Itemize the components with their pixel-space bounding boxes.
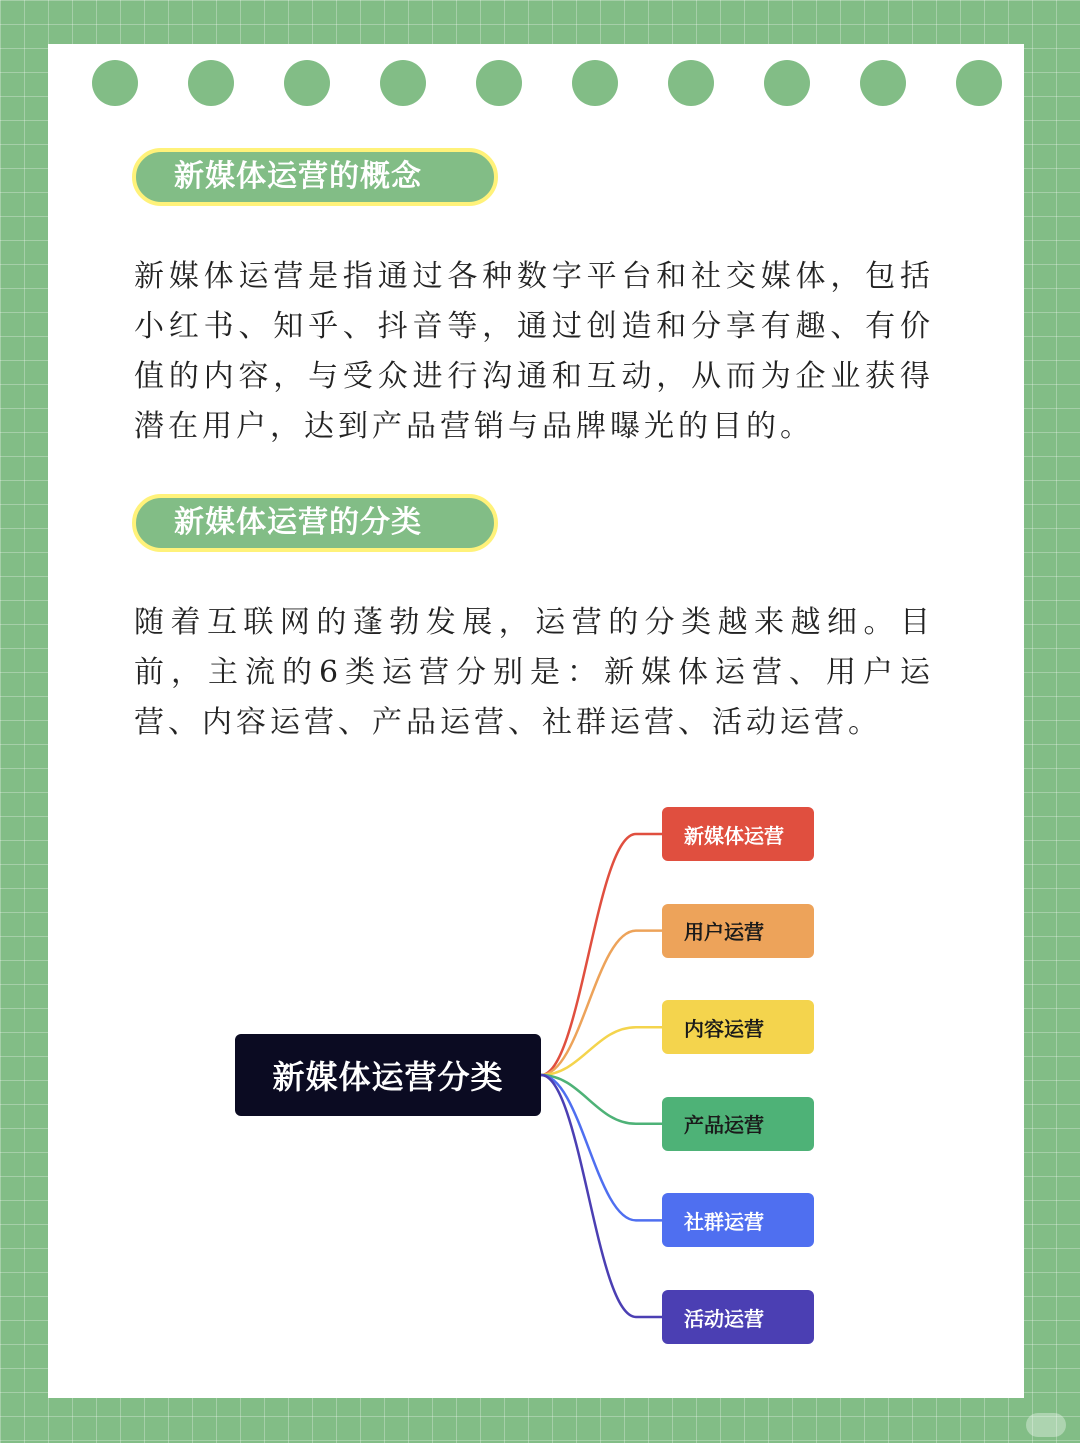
branch-connector — [541, 1027, 662, 1075]
notebook-page — [48, 44, 1024, 1398]
section-body-concept: 新媒体运营是指通过各种数字平台和社交媒体，包括小红书、知乎、抖音等，通过创造和分享有趣、有价值的内容，与受众进行沟通和互动，从而为企业获得潜在用户，达到产品营销与品牌曝光的目的。 — [134, 259, 934, 444]
branch-connector — [541, 1075, 662, 1124]
section-title-classification: 新媒体运营的分类 — [132, 494, 498, 552]
branch-connector — [541, 1075, 662, 1220]
mindmap-node: 活动运营 — [662, 1290, 814, 1344]
branch-connector — [541, 834, 662, 1075]
mindmap-node: 新媒体运营 — [662, 807, 814, 861]
watermark — [1026, 1413, 1066, 1437]
mindmap-node: 用户运营 — [662, 904, 814, 958]
section-body-classification: 随着互联网的蓬勃发展，运营的分类越来越细。目前，主流的6类运营分别是：新媒体运营、用户运营、内容运营、产品运营、社群运营、活动运营。 — [134, 605, 934, 740]
mindmap-connectors — [48, 44, 1024, 1398]
mindmap-node: 产品运营 — [662, 1097, 814, 1151]
mindmap-node: 内容运营 — [662, 1000, 814, 1054]
mindmap-node: 社群运营 — [662, 1193, 814, 1247]
mindmap-root: 新媒体运营分类 — [235, 1034, 541, 1116]
branch-connector — [541, 931, 662, 1075]
section-title-concept: 新媒体运营的概念 — [132, 148, 498, 206]
